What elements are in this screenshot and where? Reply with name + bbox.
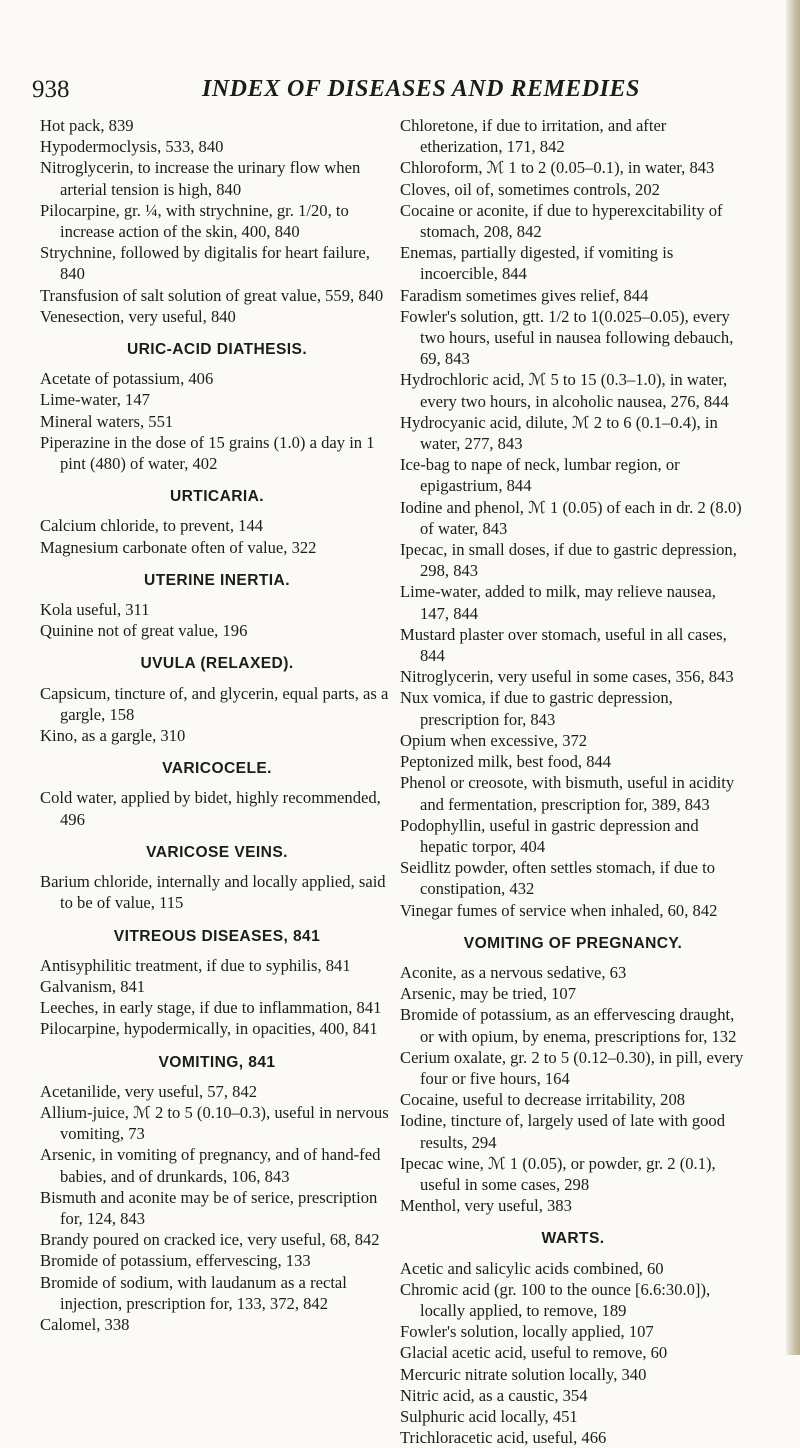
index-entry: Cold water, applied by bidet, highly recommended, 496 xyxy=(40,788,381,829)
index-entry: Capsicum, tincture of, and glycerin, equal parts, as a gargle, 158 xyxy=(40,683,389,724)
index-entry: Chloretone, if due to irritation, and after etherization, 171, 842 xyxy=(400,116,667,157)
index-entry: Chromic acid (gr. 100 to the ounce [6.6:30.0]), locally applied, to remove, 189 xyxy=(400,1279,711,1320)
index-entry: Magnesium carbonate often of value, 322 xyxy=(40,537,317,557)
index-entry: Mineral waters, 551 xyxy=(40,411,174,431)
index-entry: Lime-water, added to milk, may relieve nausea, 147, 844 xyxy=(400,582,716,623)
index-entry: Cloves, oil of, sometimes controls, 202 xyxy=(400,179,660,199)
index-entry: Bromide of potassium, as an effervescing draught, or with opium, by enema, prescriptions for, 132 xyxy=(400,1005,737,1046)
index-entry: Chloroform, ℳ 1 to 2 (0.05–0.1), in water, 843 xyxy=(400,158,715,178)
index-entry: Cocaine or aconite, if due to hyperexcitability of stomach, 208, 842 xyxy=(400,200,723,242)
index-entry: Transfusion of salt solution of great value, 559, 840 xyxy=(40,285,384,305)
index-entry: Sulphuric acid locally, 451 xyxy=(400,1406,578,1426)
section-heading: WARTS. xyxy=(541,1230,605,1248)
index-entry: Antisyphilitic treatment, if due to syphilis, 841 xyxy=(40,955,351,975)
index-entry: Bismuth and aconite may be of serice, prescription for, 124, 843 xyxy=(40,1187,378,1228)
index-entry: Kino, as a gargle, 310 xyxy=(40,726,186,746)
page-number: 938 xyxy=(32,76,70,103)
section-heading: VARICOSE VEINS. xyxy=(146,843,288,861)
index-entry: Galvanism, 841 xyxy=(40,976,146,996)
index-entry: Quinine not of great value, 196 xyxy=(40,621,248,641)
index-entry: Ipecac, in small doses, if due to gastric depression, 298, 843 xyxy=(400,540,737,581)
index-entry: Peptonized milk, best food, 844 xyxy=(400,752,612,772)
index-entry: Bromide of sodium, with laudanum as a rectal injection, prescription for, 133, 372, 842 xyxy=(40,1272,347,1313)
index-entry: Iodine and phenol, ℳ 1 (0.05) of each in dr. 2 (8.0) of water, 843 xyxy=(400,497,742,538)
index-entry: Hot pack, 839 xyxy=(40,116,134,135)
index-entry: Acetanilide, very useful, 57, 842 xyxy=(40,1081,258,1101)
index-entry: Bromide of potassium, effervescing, 133 xyxy=(40,1251,311,1271)
section-heading: VOMITING OF PREGNANCY. xyxy=(463,934,683,952)
index-entry: Seidlitz powder, often settles stomach, if due to constipation, 432 xyxy=(400,858,716,899)
index-entry: Acetic and salicylic acids combined, 60 xyxy=(400,1258,664,1278)
index-entry: Hydrochloric acid, ℳ 5 to 15 (0.3–1.0), in water, every two hours, in alcoholic nausea, 276, 844 xyxy=(400,370,729,411)
index-entry: Nitroglycerin, to increase the urinary flow when arterial tension is high, 840 xyxy=(40,158,361,199)
index-entry: Cerium oxalate, gr. 2 to 5 (0.12–0.30), in pill, every four or five hours, 164 xyxy=(400,1047,744,1088)
index-entry: Menthol, very useful, 383 xyxy=(400,1196,572,1216)
section-heading: UTERINE INERTIA. xyxy=(144,571,290,589)
index-entry: Podophyllin, useful in gastric depression and hepatic torpor, 404 xyxy=(400,815,699,856)
index-entry: Ipecac wine, ℳ 1 (0.05), or powder, gr. 2 (0.1), useful in some cases, 298 xyxy=(400,1153,716,1194)
index-entry: Vinegar fumes of service when inhaled, 60, 842 xyxy=(400,900,718,920)
index-entry: Acetate of potassium, 406 xyxy=(40,369,214,389)
index-entry: Enemas, partially digested, if vomiting is incoercible, 844 xyxy=(400,243,674,284)
index-entry: Venesection, very useful, 840 xyxy=(40,306,236,326)
index-entry: Calcium chloride, to prevent, 144 xyxy=(40,516,264,536)
index-entry: Ice-bag to nape of neck, lumbar region, or epigastrium, 844 xyxy=(400,455,680,496)
index-entry: Nux vomica, if due to gastric depression, prescription for, 843 xyxy=(400,688,673,729)
section-heading: VOMITING, 841 xyxy=(158,1053,276,1071)
index-entry: Lime-water, 147 xyxy=(40,390,150,410)
index-entry: Arsenic, may be tried, 107 xyxy=(400,984,577,1004)
section-heading: VITREOUS DISEASES, 841 xyxy=(113,927,321,945)
index-entry: Piperazine in the dose of 15 grains (1.0) a day in 1 pint (480) of water, 402 xyxy=(40,432,375,474)
index-entry: Calomel, 338 xyxy=(40,1314,130,1334)
index-entry: Fowler's solution, locally applied, 107 xyxy=(400,1322,654,1342)
index-entry: Hypodermoclysis, 533, 840 xyxy=(40,137,224,157)
index-entry: Iodine, tincture of, largely used of late with good results, 294 xyxy=(400,1111,726,1152)
section-heading: UVULA (RELAXED). xyxy=(140,655,294,673)
page-header xyxy=(32,76,760,106)
index-entry: Arsenic, in vomiting of pregnancy, and of hand-fed babies, and of drunkards, 106, 843 xyxy=(40,1145,381,1186)
index-entry: Allium-juice, ℳ 2 to 5 (0.10–0.3), useful in nervous vomiting, 73 xyxy=(40,1102,389,1144)
index-entry: Nitric acid, as a caustic, 354 xyxy=(400,1385,588,1405)
left-column xyxy=(40,115,394,1335)
index-entry: Mercuric nitrate solution locally, 340 xyxy=(400,1364,647,1384)
index-entry: Strychnine, followed by digitalis for heart failure, 840 xyxy=(40,243,370,284)
index-entry: Opium when excessive, 372 xyxy=(400,730,588,750)
index-entry: Trichloracetic acid, useful, 466 xyxy=(400,1428,607,1448)
index-entry: Hydrocyanic acid, dilute, ℳ 2 to 6 (0.1–0.4), in water, 277, 843 xyxy=(400,412,718,454)
index-entry: Leeches, in early stage, if due to inflammation, 841 xyxy=(40,998,382,1018)
index-entry: Barium chloride, internally and locally applied, said to be of value, 115 xyxy=(40,872,386,913)
right-column xyxy=(400,115,746,1448)
index-entry: Pilocarpine, gr. ¼, with strychnine, gr. 1/20, to increase action of the skin, 400, 840 xyxy=(40,200,349,242)
index-entry: Fowler's solution, gtt. 1/2 to 1(0.025–0.05), every two hours, useful in nausea following debauch, 69, 843 xyxy=(400,306,734,369)
index-entry: Nitroglycerin, very useful in some cases, 356, 843 xyxy=(400,667,734,687)
index-entry: Faradism sometimes gives relief, 844 xyxy=(400,285,649,305)
page-edge-shadow xyxy=(786,0,800,1355)
section-heading: VARICOCELE. xyxy=(162,760,272,778)
running-title: INDEX OF DISEASES AND REMEDIES xyxy=(202,76,640,102)
index-entry: Mustard plaster over stomach, useful in all cases, 844 xyxy=(400,624,727,666)
index-entry: Aconite, as a nervous sedative, 63 xyxy=(400,962,627,982)
index-entry: Brandy poured on cracked ice, very useful, 68, 842 xyxy=(40,1230,380,1250)
index-entry: Cocaine, useful to decrease irritability, 208 xyxy=(400,1090,686,1110)
section-heading: URIC-ACID DIATHESIS. xyxy=(126,341,308,359)
index-entry: Kola useful, 311 xyxy=(40,600,150,620)
index-entry: Phenol or creosote, with bismuth, useful in acidity and fermentation, prescription for, 389, 843 xyxy=(400,773,735,814)
index-entry: Pilocarpine, hypodermically, in opacities, 400, 841 xyxy=(40,1019,378,1039)
index-entry: Glacial acetic acid, useful to remove, 60 xyxy=(400,1343,668,1363)
section-heading: URTICARIA. xyxy=(169,488,265,506)
